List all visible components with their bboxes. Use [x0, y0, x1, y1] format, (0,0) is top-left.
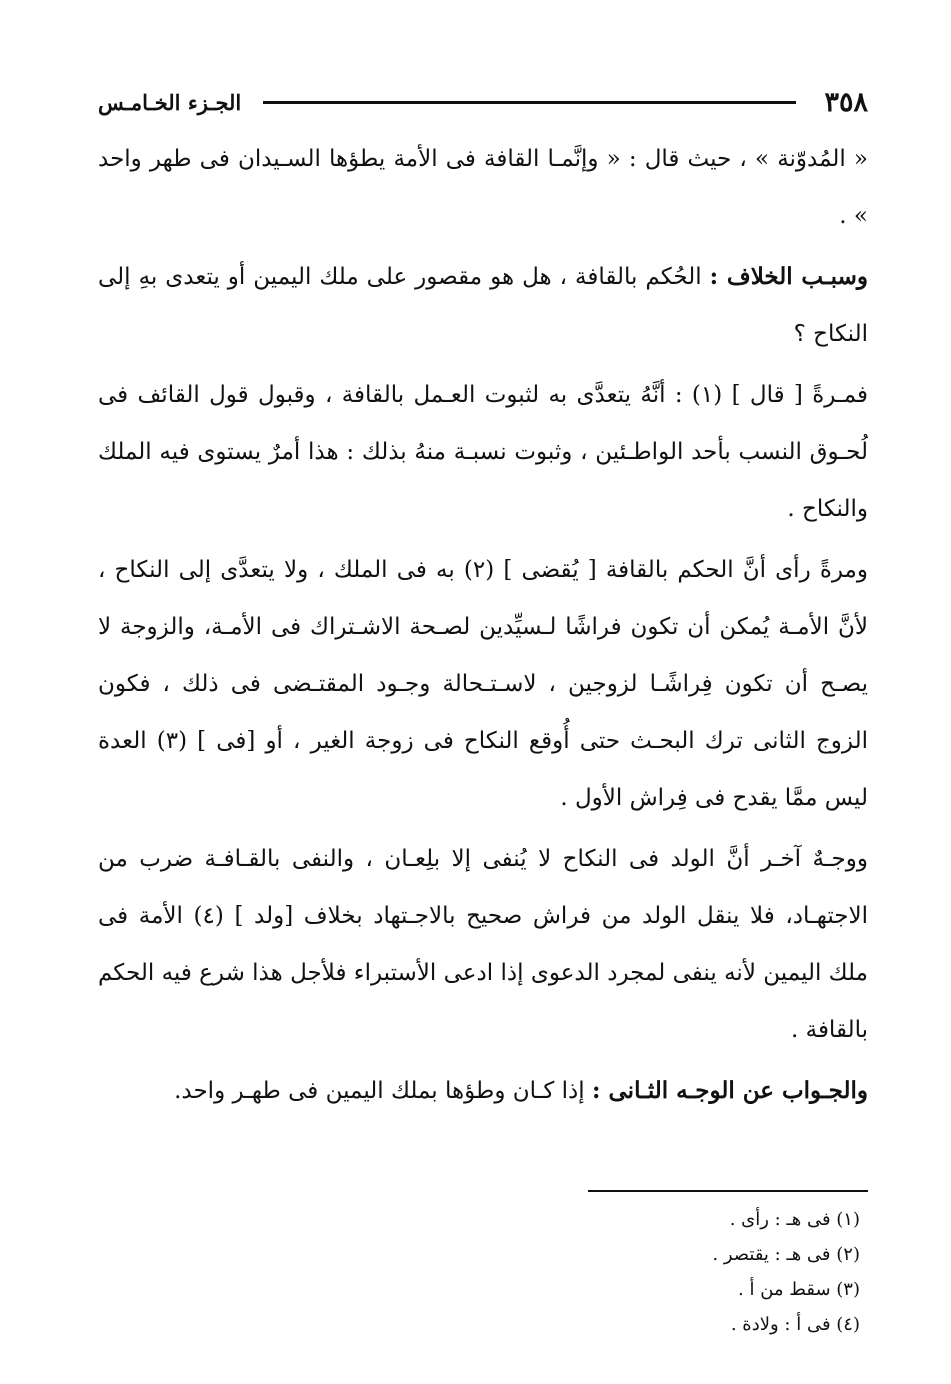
- header-rule: [263, 101, 796, 104]
- paragraph-text: « المُدوّنة » ، حيث قال : « وإنَّمـا القافة فى الأمة يطؤها السـيدان فى طهر واحد » .: [98, 146, 868, 229]
- running-header: [98, 78, 868, 126]
- footnote: (٢) فى هـ : يقتصر .: [712, 1244, 860, 1265]
- page-number: ٣٥٨: [824, 86, 868, 118]
- paragraph: [98, 541, 868, 827]
- paragraph: [98, 130, 868, 245]
- paragraph: [98, 366, 868, 538]
- book-page: [98, 78, 868, 1342]
- footnote: (٤) فى أ : ولادة .: [730, 1314, 860, 1335]
- footnote: (٣) سقط من أ .: [738, 1279, 860, 1300]
- section-title: الجـزء الخـامـس: [98, 89, 242, 115]
- footnote-divider: [588, 1190, 868, 1192]
- paragraph: [98, 1062, 868, 1120]
- paragraph-text: فمـرةً [ قال ] (١) : أنَّهُ يتعدَّى به لثبوت العـمل بالقافة ، وقبول قول القائف فى لُحـوق النسب بأحد الواطـئين ، وثبوت نسبـة منهُ بذلك : هذا أمرٌ يستوى فيه الملك والنكاح .: [98, 382, 868, 522]
- paragraph: [98, 248, 868, 363]
- footnotes: [98, 1202, 868, 1342]
- paragraph-text: ووجـهٌ آخـر أنَّ الولد فى النكاح لا يُنفى إلا بلِعـان ، والنفى بالقـافـة ضرب من الاجتهـاد، فلا ينقل الولد من فراش صحيح بالاجـتهاد بخلاف [ولد ] (٤) الأمة فى ملك اليمين لأنه ينفى لمجرد الدعوى إذا ادعى الأستبراء فلأجل هذا شرع فيه الحكم بالقافة .: [98, 846, 868, 1043]
- paragraph-text: إذا كـان وطؤها بملك اليمين فى طهـر واحد.: [174, 1078, 585, 1104]
- body-text: [98, 130, 868, 1120]
- paragraph-text: الحُكم بالقافة ، هل هو مقصور على ملك اليمين أو يتعدى بهِ إلى النكاح ؟: [98, 264, 868, 347]
- footnote: (١) فى هـ : رأى .: [729, 1209, 860, 1230]
- paragraph-lead: وسبـب الخلاف :: [709, 263, 868, 290]
- paragraph: [98, 830, 868, 1059]
- paragraph-lead: والجـواب عن الوجـه الثـانى :: [592, 1077, 868, 1104]
- paragraph-text: ومرةً رأى أنَّ الحكم بالقافة [ يُقضى ] (٢) به فى الملك ، ولا يتعدَّى إلى النكاح ، لأنَّ الأمـة يُمكن أن تكون فراشًا لـسيِّدين لصـحة الاشـتراك فى الأمـة، والزوجة لا يصـح أن تكون فِراشًـا لزوجين ، لاسـتـحالة وجـود المقتـضى فى ذلك ، فكون الزوج الثانى ترك البحـث حتى أُوقع النكاح فى زوجة الغير ، أو [فى ] (٣) العدة ليس ممَّا يقدح فى فِراش الأول .: [98, 557, 869, 811]
